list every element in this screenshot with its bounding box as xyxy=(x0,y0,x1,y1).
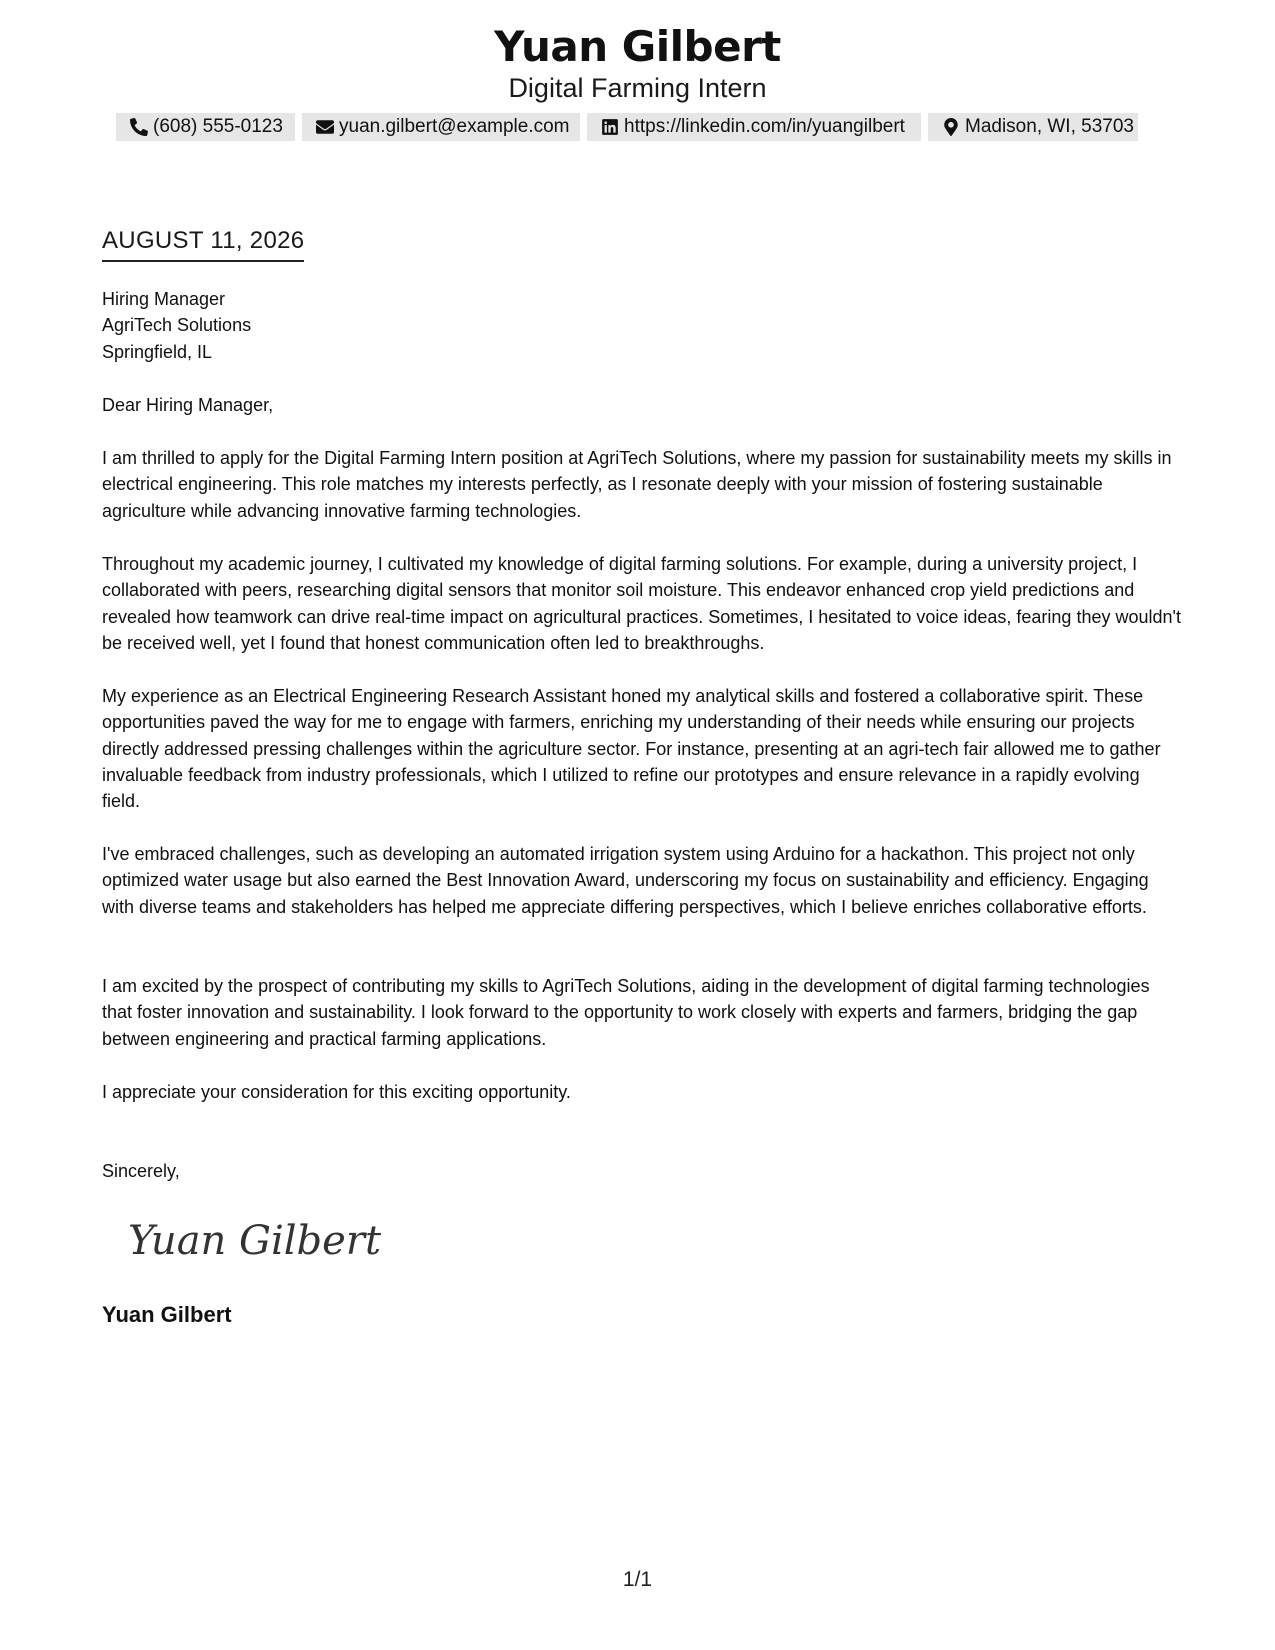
body-paragraph: Throughout my academic journey, I cultivated my knowledge of digital farming solutions. For example, during a university project, I collaborated with peers, researching digital sensors that monitor soil moisture. This endeavor enhanced crop yield predictions and revealed how teamwork can drive real-time impact on agricultural practices. Sometimes, I hesitated to voice ideas, fearing they wouldn't be received well, yet I found that honest communication often led to breakthroughs. xyxy=(102,554,1181,653)
body-paragraph: My experience as an Electrical Engineering Research Assistant honed my analytical skills and fostered a collaborative spirit. These opportunities paved the way for me to engage with farmers, enriching my understanding of their needs while ensuring our projects directly addressed pressing challenges within the agriculture sector. For instance, presenting at an agri-tech fair allowed me to gather invaluable feedback from industry professionals, which I utilized to refine our prototypes and ensure relevance in a rapidly evolving field. xyxy=(102,686,1161,812)
signature-handwriting: Yuan Gilbert xyxy=(128,1218,382,1264)
recipient-block xyxy=(102,286,1182,365)
job-title: Digital Farming Intern xyxy=(508,73,767,103)
body-paragraph: I am thrilled to apply for the Digital Farming Intern position at AgriTech Solutions, where my passion for sustainability meets my skills in electrical engineering. This role matches my interests perfectly, as I resonate deeply with your mission of fostering sustainable agriculture while advancing innovative farming technologies. xyxy=(102,448,1172,521)
linkedin-chip xyxy=(587,113,921,141)
signature-image xyxy=(124,1212,382,1267)
recipient-line: AgriTech Solutions xyxy=(102,315,252,336)
location-text: Madison, WI, 53703 xyxy=(965,116,1134,137)
phone-chip xyxy=(116,113,295,141)
closing: Sincerely, xyxy=(102,1161,180,1181)
email-chip xyxy=(302,113,580,141)
contact-bar xyxy=(116,113,1138,141)
linkedin-icon xyxy=(601,118,619,136)
envelope-icon xyxy=(316,118,334,136)
map-pin-icon xyxy=(942,118,960,136)
body-paragraph: I am excited by the prospect of contributing my skills to AgriTech Solutions, aiding in the development of digital farming technologies that foster innovation and sustainability. I look forward to the opportunity to work closely with experts and farmers, bridging the gap between engineering and practical farming applications. xyxy=(102,976,1150,1049)
signature-name: Yuan Gilbert xyxy=(102,1302,232,1327)
letter-header xyxy=(0,22,1275,104)
recipient-line: Springfield, IL xyxy=(102,341,213,362)
email-text: yuan.gilbert@example.com xyxy=(339,116,570,137)
page-number: 1/1 xyxy=(622,1568,653,1591)
recipient-line: Hiring Manager xyxy=(102,289,226,309)
phone-text: (608) 555-0123 xyxy=(153,116,283,137)
body-paragraph: I appreciate your consideration for this exciting opportunity. xyxy=(102,1082,571,1102)
linkedin-text: https://linkedin.com/in/yuangilbert xyxy=(624,116,905,137)
applicant-name: Yuan Gilbert xyxy=(494,22,781,71)
body-paragraph: I've embraced challenges, such as developing an automated irrigation system using Arduino for a hackathon. This project not only optimized water usage but also earned the Best Innovation Award, underscoring my focus on sustainability and efficiency. Engaging with diverse teams and stakeholders has helped me appreciate differing perspectives, which I believe enriches collaborative efforts. xyxy=(102,844,1149,917)
location-chip xyxy=(928,113,1138,141)
letter-date: AUGUST 11, 2026 xyxy=(102,226,304,262)
phone-icon xyxy=(130,118,148,136)
salutation: Dear Hiring Manager, xyxy=(102,395,274,415)
